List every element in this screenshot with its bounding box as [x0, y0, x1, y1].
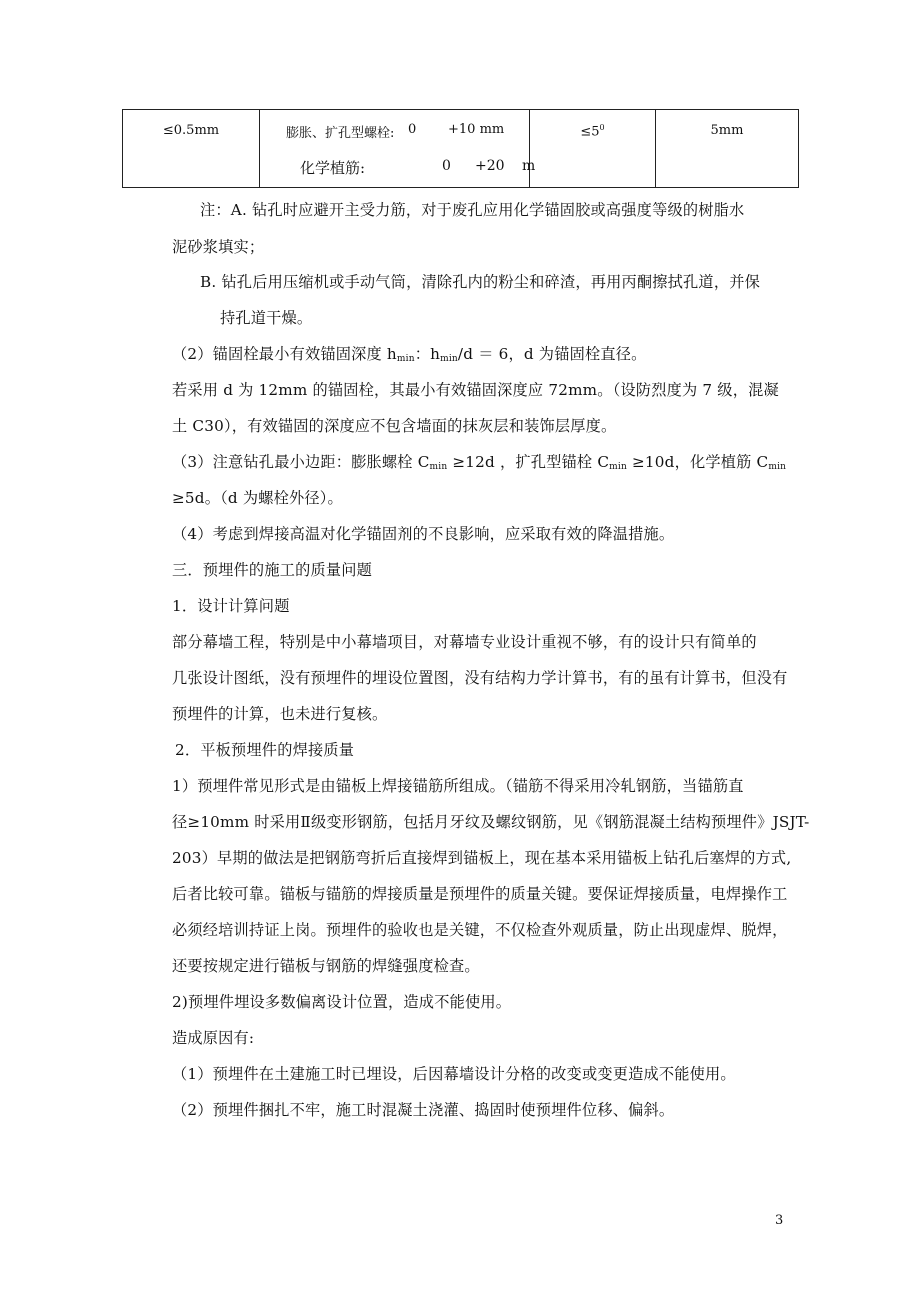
chem-min: 0 [442, 158, 451, 174]
table-cell-offset [656, 110, 799, 188]
offset-value: 5mm [710, 123, 744, 138]
weld-text-line2: 径≥10mm 时采用Ⅱ级变形钢筋，包括月牙纹及螺纹钢筋，见《钢筋混凝土结构预埋件》JSJT- [172, 813, 810, 831]
subheading-welding: 2．平板预埋件的焊接质量 [175, 741, 355, 759]
para-edge-distance-line2: ≥5d。（d 为螺栓外径）。 [172, 489, 343, 507]
table-cell-angle [530, 110, 656, 188]
note-a-line2: 泥砂浆填实； [172, 238, 265, 256]
weld-text-line4: 后者比较可靠。锚板与锚筋的焊接质量是预埋件的质量关键。要保证焊接质量，电焊操作工 [172, 885, 788, 903]
design-text-line1: 部分幕墙工程，特别是中小幕墙项目，对幕墙专业设计重视不够，有的设计只有简单的 [172, 633, 757, 651]
bolt-label: 膨胀、扩孔型螺栓: [286, 126, 395, 141]
weld-text-line3: 203）早期的做法是把钢筋弯折后直接焊到锚板上，现在基本采用锚板上钻孔后塞焊的方式, [172, 849, 792, 867]
item-offset: 2)预埋件埋设多数偏离设计位置，造成不能使用。 [172, 993, 512, 1011]
section-heading: 三．预埋件的施工的质量问题 [172, 561, 373, 579]
tolerance-table [122, 109, 799, 188]
chem-unit: m [522, 158, 536, 174]
gap-value: ≤0.5mm [162, 123, 220, 138]
cause-2: （2）预埋件捆扎不牢，施工时混凝土浇灌、捣固时使预埋件位移、偏斜。 [172, 1101, 675, 1119]
para-example-line2: 土 C30），有效锚固的深度应不包含墙面的抹灰层和装饰层厚度。 [172, 417, 617, 435]
para-weld-temp: （4）考虑到焊接高温对化学锚固剂的不良影响，应采取有效的降温措施。 [172, 525, 675, 543]
cause-1: （1）预埋件在土建施工时已埋设，后因幕墙设计分格的改变或变更造成不能使用。 [172, 1065, 736, 1083]
para-edge-distance: （3）注意钻孔最小边距：膨胀螺栓 $C_{min} \ge 12d$ ，扩孔型锚栓 $C_{min} \ge 10d$，化学植筋 $C_{min}$ [172, 453, 787, 472]
weld-text-line5: 必须经培训持证上岗。预埋件的验收也是关键，不仅检查外观质量，防止出现虚焊、脱焊， [172, 921, 788, 939]
bolt-max: +10 mm [448, 122, 505, 137]
design-text-line2: 几张设计图纸，没有预埋件的埋设位置图，没有结构力学计算书，有的虽有计算书，但没有 [172, 669, 788, 687]
page-number: 3 [775, 1213, 784, 1228]
table-row [123, 110, 799, 188]
para-anchor-depth: （2）锚固栓最小有效锚固深度 $h_{min}$：$h_{min}/d = 6$，d 为锚固栓直径。 [172, 345, 647, 364]
table-cell-depth [260, 110, 536, 188]
chem-label: 化学植筋: [300, 159, 366, 177]
para-example-line1: 若采用 d 为 12mm 的锚固栓，其最小有效锚固深度应 72mm。（设防烈度为 7 级，混凝 [172, 381, 779, 399]
note-b-line1: B. 钻孔后用压缩机或手动气筒，清除孔内的粉尘和碎渣，再用丙酮擦拭孔道，并保 [200, 273, 760, 291]
weld-text-line1: 1）预埋件常见形式是由锚板上焊接锚筋所组成。（锚筋不得采用冷轧钢筋，当锚筋直 [172, 777, 744, 795]
design-text-line3: 预埋件的计算，也未进行复核。 [172, 705, 388, 723]
note-b-line2: 持孔道干燥。 [220, 309, 313, 327]
angle-value: $\le 5^0$ [580, 123, 605, 140]
causes-label: 造成原因有: [172, 1029, 255, 1047]
note-a-line1: 注：A. 钻孔时应避开主受力筋，对于废孔应用化学锚固胶或高强度等级的树脂水 [200, 201, 745, 219]
table-cell-gap [123, 110, 260, 188]
weld-text-line6: 还要按规定进行锚板与钢筋的焊缝强度检查。 [172, 957, 480, 975]
subheading-design: 1．设计计算问题 [172, 597, 290, 615]
chem-max: +20 [475, 158, 505, 174]
bolt-min: 0 [408, 122, 417, 137]
